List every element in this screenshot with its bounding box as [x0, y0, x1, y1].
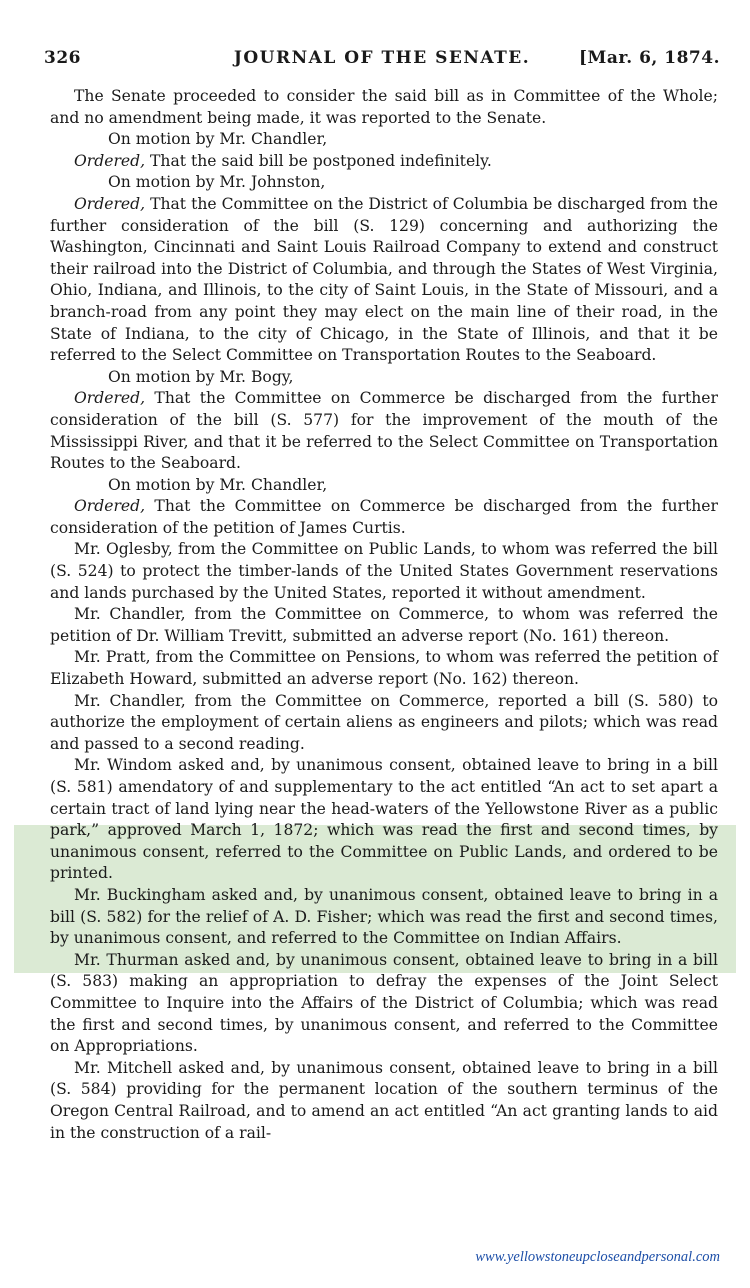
journal-paragraph: The Senate proceeded to consider the said bill as in Committee of the Whole; and no amendment being made, it was reported to the Senate.: [50, 87, 718, 127]
header-date: [Mar. 6, 1874.: [578, 48, 720, 68]
ordered-label: Ordered,: [74, 151, 146, 170]
ordered-text: That the Committee on the District of Columbia be discharged from the further consideration of the bill (S. 129) concerning and authorizing the Washington, Cincinnati and Saint Louis Railroad Company to extend and construct their railroad into the District of Columbia, and through the States of West Virginia, Ohio, Indiana, and Illinois, to the city of Saint Louis, in the State of Missouri, and a branch-road from any point they may elect on the main line of their road, in the State of Indiana, to the city of Chicago, in the State of Illinois, and that it be referred to the Select Committee on Transportation Routes to the Seaboard.: [50, 194, 718, 365]
journal-paragraph: Mr. Chandler, from the Committee on Commerce, to whom was referred the petition of Dr. William Trevitt, submitted an adverse report (No. 161) thereon.: [50, 605, 718, 645]
motion-line: On motion by Mr. Chandler,: [108, 130, 328, 149]
ordered-label: Ordered,: [74, 497, 146, 516]
ordered-paragraph: [50, 496, 718, 539]
journal-paragraph: Mr. Windom asked and, by unanimous consent, obtained leave to bring in a bill (S. 581) amendatory of and supplementary to the act entitled “An act to set apart a certain tract of land lying near the head-waters of the Yellowstone River as a public park,” approved March 1, 1872; which was read the first and second times, by unanimous consent, referred to the Committee on Public Lands, and ordered to be printed.: [50, 756, 718, 883]
journal-title: JOURNAL OF THE SENATE.: [233, 48, 531, 68]
journal-paragraph: Mr. Pratt, from the Committee on Pensions, to whom was referred the petition of Elizabeth Howard, submitted an adverse report (No. 162) thereon.: [50, 648, 718, 689]
ordered-label: Ordered,: [74, 389, 146, 408]
ordered-text: That the Committee on Commerce be discharged from the further consideration of the bill (S. 577) for the improvement of the mouth of the Mississippi River, and that it be referred to the Select Committee on Transportation Routes to the Seaboard.: [50, 389, 718, 473]
website-link[interactable]: www.yellowstoneupcloseandpersonal.com: [475, 1249, 720, 1265]
ordered-text: That the Committee on Commerce be discharged from the further consideration of the petition of James Curtis.: [50, 497, 718, 537]
page-header: [44, 44, 720, 74]
motion-line: On motion by Mr. Johnston,: [108, 173, 326, 192]
ordered-paragraph: [50, 388, 718, 474]
ordered-paragraph: [50, 151, 718, 173]
ordered-paragraph: [50, 194, 718, 367]
journal-paragraph: Mr. Thurman asked and, by unanimous consent, obtained leave to bring in a bill (S. 583) making an appropriation to defray the expenses of the Joint Select Committee to Inquire into the Affairs of the District of Columbia; which was read the first and second times, by unanimous consent, and referred to the Committee on Appropriations.: [50, 950, 718, 1056]
ordered-text: That the said bill be postponed indefinitely.: [145, 151, 492, 170]
journal-paragraph: Mr. Mitchell asked and, by unanimous consent, obtained leave to bring in a bill (S. 584) providing for the permanent location of the southern terminus of the Oregon Central Railroad, and to amend an act entitled “An act granting lands to aid in the construction of a rail-: [50, 1058, 718, 1142]
motion-line: On motion by Mr. Bogy,: [108, 367, 294, 386]
journal-paragraph: Mr. Chandler, from the Committee on Commerce, reported a bill (S. 580) to authorize the employment of certain aliens as engineers and pilots; which was read and passed to a second reading.: [50, 691, 718, 753]
journal-paragraph: Mr. Buckingham asked and, by unanimous consent, obtained leave to bring in a bill (S. 582) for the relief of A. D. Fisher; which was read the first and second times, by unanimous consent, and referred to the Committee on Indian Affairs.: [50, 885, 718, 948]
journal-body: [50, 86, 718, 1144]
page-number: 326: [44, 48, 81, 68]
motion-line: On motion by Mr. Chandler,: [108, 475, 328, 494]
ordered-label: Ordered,: [74, 194, 146, 213]
journal-paragraph: Mr. Oglesby, from the Committee on Public Lands, to whom was referred the bill (S. 524) to protect the timber-lands of the United States Government reservations and lands purchased by the United States, reported it without amendment.: [50, 540, 718, 602]
